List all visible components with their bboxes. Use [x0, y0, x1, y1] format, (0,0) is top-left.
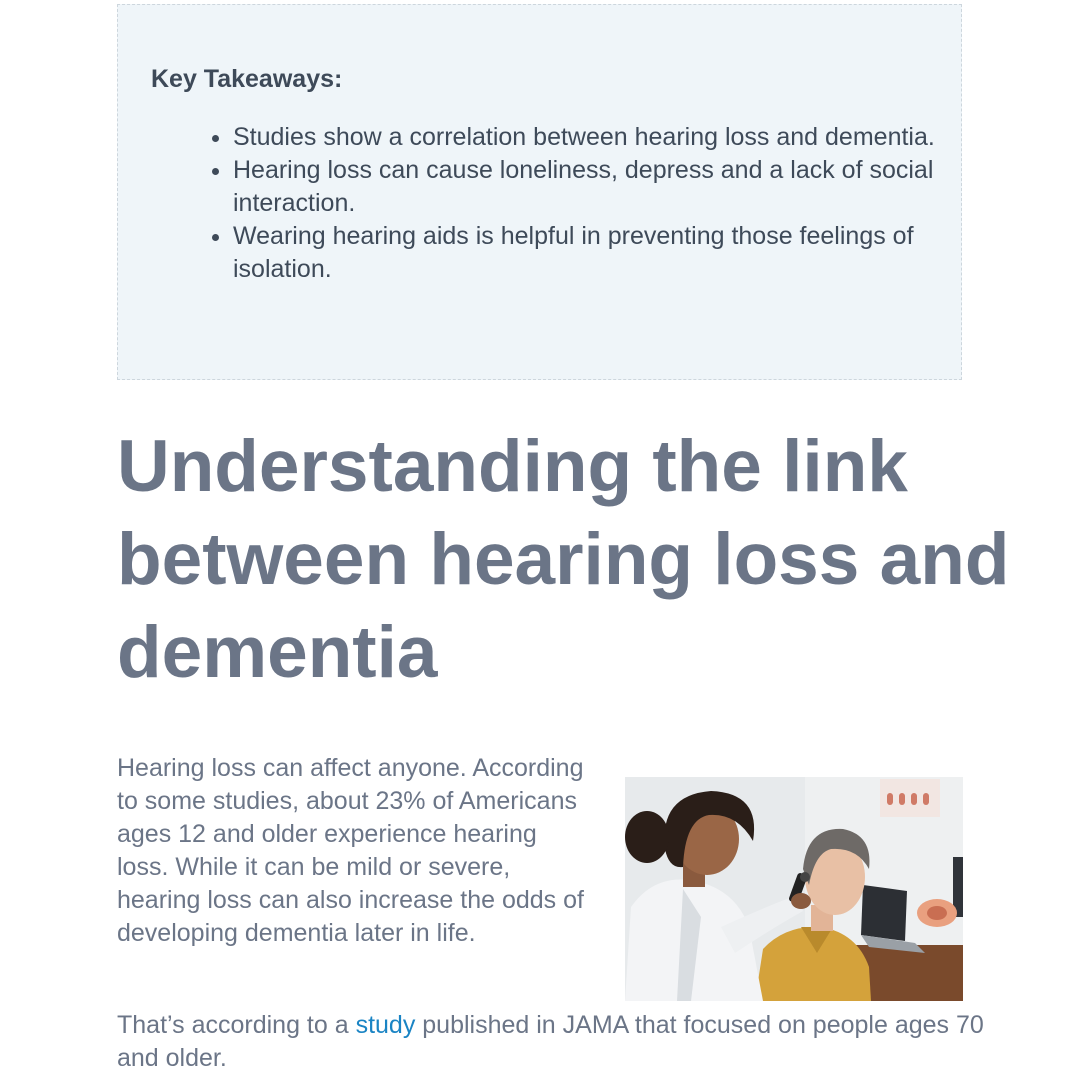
audiologist-ear-exam-photo: [625, 777, 963, 1001]
key-takeaways-title: Key Takeaways:: [151, 65, 343, 93]
takeaway-item: • Wearing hearing aids is helpful in preventing those feelings of isolation.: [233, 220, 973, 286]
followup-paragraph: [117, 1009, 997, 1075]
takeaway-item: • Hearing loss can cause loneliness, depress and a lack of social interaction.: [233, 154, 973, 220]
followup-text-before: That’s according to a: [117, 1011, 356, 1039]
article-headline: Understanding the link between hearing loss and dementia: [117, 426, 1010, 693]
key-takeaways-list: [193, 121, 973, 286]
key-takeaways-box: [117, 4, 962, 380]
followup-text-after: published in JAMA that focused on people ages 70 and older.: [117, 1011, 984, 1072]
takeaway-item: • Studies show a correlation between hearing loss and dementia.: [233, 121, 973, 154]
study-link[interactable]: study: [355, 1011, 416, 1039]
intro-paragraph: Hearing loss can affect anyone. According to some studies, about 23% of Americans ages 12 and older experience hearing loss. While it can be mild or severe, hearing loss can also increase the odds of developing dementia later in life.: [117, 754, 584, 947]
